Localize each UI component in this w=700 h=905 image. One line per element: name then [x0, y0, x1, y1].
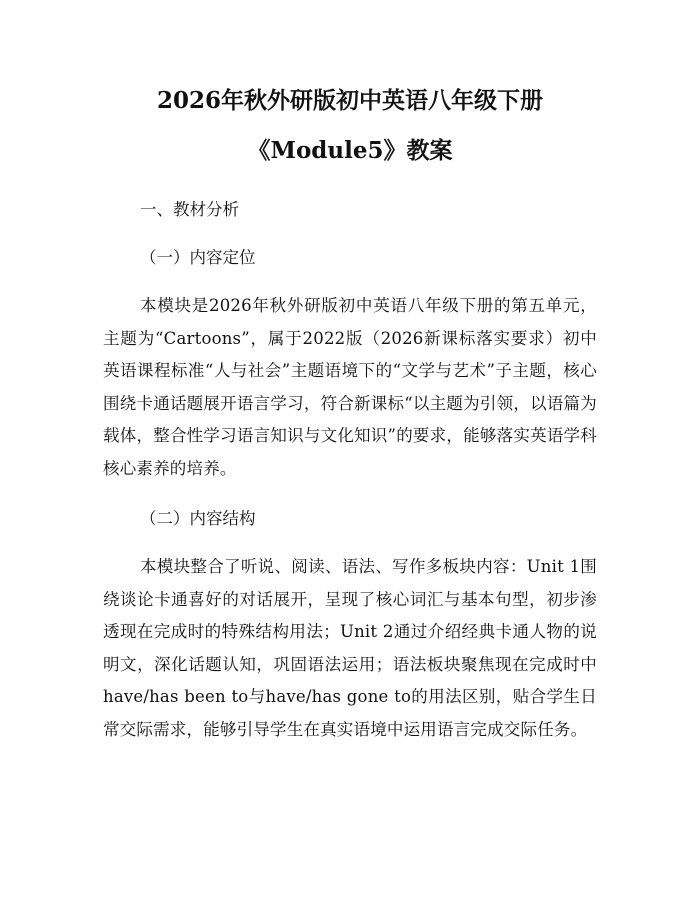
- paragraph-content-structure: 本模块整合了听说、阅读、语法、写作多板块内容：Unit 1围绕谈论卡通喜好的对话展开，呈现了核心词汇与基本句型，初步渗透现在完成时的特殊结构用法；Unit 2通过介绍经典卡通人物的说明文，深化话题认知，巩固语法运用；语法板块聚焦现在完成时中have/has been to与have/has gone to的用法区别，贴合学生日常交际需求，能够引导学生在真实语境中运用语言完成交际任务。: [103, 557, 597, 739]
- subsection-heading-content-positioning: （一）内容定位: [140, 248, 256, 267]
- paragraph-content-positioning: 本模块是2026年秋外研版初中英语八年级下册的第五单元，主题为“Cartoons”，属于2022版（2026新课标落实要求）初中英语课程标准“人与社会”主题语境下的“文学与艺术”子主题，核心围绕卡通话题展开语言学习，符合新课标“以主题为引领，以语篇为载体，整合性学习语言知识与文化知识”的要求，能够落实英语学科核心素养的培养。: [103, 296, 597, 478]
- section-heading-textbook-analysis: 一、教材分析: [140, 200, 239, 219]
- subsection-heading-content-structure: （二）内容结构: [140, 509, 256, 528]
- document-title-line1: 2026年秋外研版初中英语八年级下册: [156, 87, 543, 114]
- document-title-line2: 《Module5》教案: [247, 137, 453, 164]
